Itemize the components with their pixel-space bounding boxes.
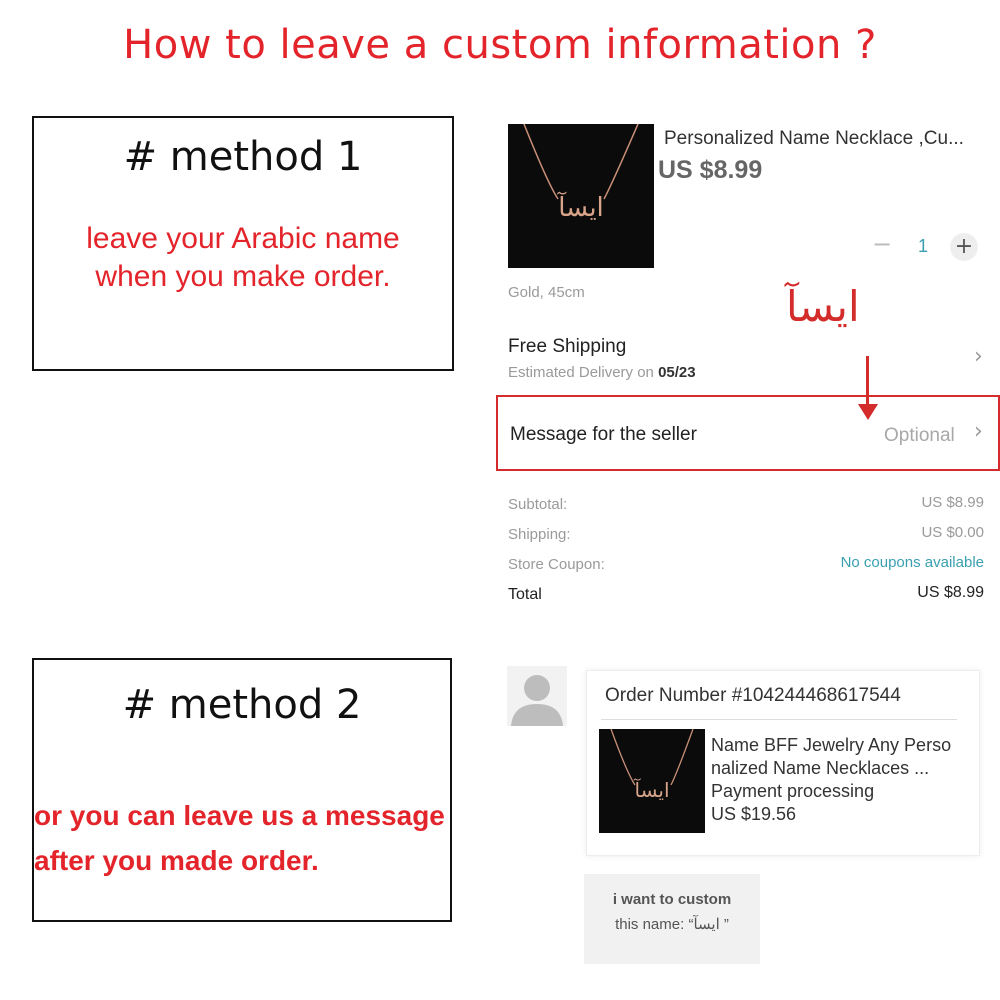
necklace-image	[508, 124, 654, 268]
order-product-line-1: Name BFF Jewelry Any Perso	[711, 735, 952, 755]
order-status: Payment processing	[711, 781, 875, 801]
coupon-link[interactable]: No coupons available	[840, 554, 984, 571]
chat-line-2: this name: “ايسآ ”	[615, 916, 729, 933]
order-product-image[interactable]	[599, 729, 705, 833]
avatar	[507, 666, 567, 726]
order-card[interactable]	[586, 670, 980, 856]
chat-message	[584, 874, 760, 964]
summary-row	[508, 494, 984, 513]
method-2-line-2: after you made order.	[34, 845, 319, 876]
quantity-increment-button[interactable]	[950, 233, 978, 261]
plus-icon: +	[954, 234, 974, 259]
cart-product-title[interactable]: Personalized Name Necklace ,Cu...	[664, 128, 964, 149]
chat-line-1: i want to custom	[612, 891, 732, 908]
summary-row	[508, 524, 984, 543]
order-number: Order Number #104244468617544	[605, 685, 901, 706]
necklace-pendant-text: ايسآ	[558, 193, 604, 223]
method-1-line-1: leave your Arabic name	[86, 222, 400, 255]
user-icon	[507, 666, 567, 726]
order-price: US $19.56	[711, 804, 797, 824]
method-1-box	[32, 116, 454, 371]
summary-label: Store Coupon:	[508, 556, 605, 573]
arabic-name-annotation: ايسآ	[786, 282, 860, 331]
message-input[interactable]: Optional	[884, 425, 955, 446]
necklace-image	[599, 729, 705, 833]
summary-value: US $8.99	[921, 494, 984, 511]
delivery-estimate	[508, 364, 696, 381]
method-2-line-1: or you can leave us a message	[34, 800, 445, 831]
method-1-heading: # method 1	[123, 134, 363, 180]
quantity-value[interactable]: 1	[918, 236, 929, 256]
summary-value: US $0.00	[921, 524, 984, 541]
message-for-seller-row[interactable]	[496, 395, 1000, 471]
cart-product-price: US $8.99	[658, 156, 763, 184]
summary-label: Subtotal:	[508, 496, 568, 513]
summary-row	[508, 554, 984, 573]
method-2-box	[32, 658, 452, 922]
method-1-line-2: when you make order.	[95, 260, 391, 293]
order-divider	[601, 719, 957, 720]
delivery-date: 05/23	[658, 364, 696, 381]
necklace-pendant-text: ايسآ	[634, 778, 670, 802]
summary-label: Total	[508, 586, 542, 603]
product-image[interactable]	[508, 124, 654, 268]
quantity-decrement-button[interactable]: −	[872, 230, 893, 258]
message-label: Message for the seller	[510, 424, 697, 445]
delivery-prefix: Estimated Delivery on	[508, 364, 654, 381]
summary-value: US $8.99	[917, 584, 984, 601]
shipping-chevron-icon[interactable]: ›	[974, 344, 983, 369]
shipping-title: Free Shipping	[508, 336, 627, 357]
message-chevron-icon: ›	[974, 419, 983, 444]
page-title: How to leave a custom information ?	[123, 22, 877, 68]
method-2-heading: # method 2	[122, 682, 362, 728]
order-product-line-2: nalized Name Necklaces ...	[711, 758, 930, 778]
summary-row	[508, 584, 984, 604]
variant-label: Gold, 45cm	[508, 284, 585, 301]
summary-label: Shipping:	[508, 526, 571, 543]
